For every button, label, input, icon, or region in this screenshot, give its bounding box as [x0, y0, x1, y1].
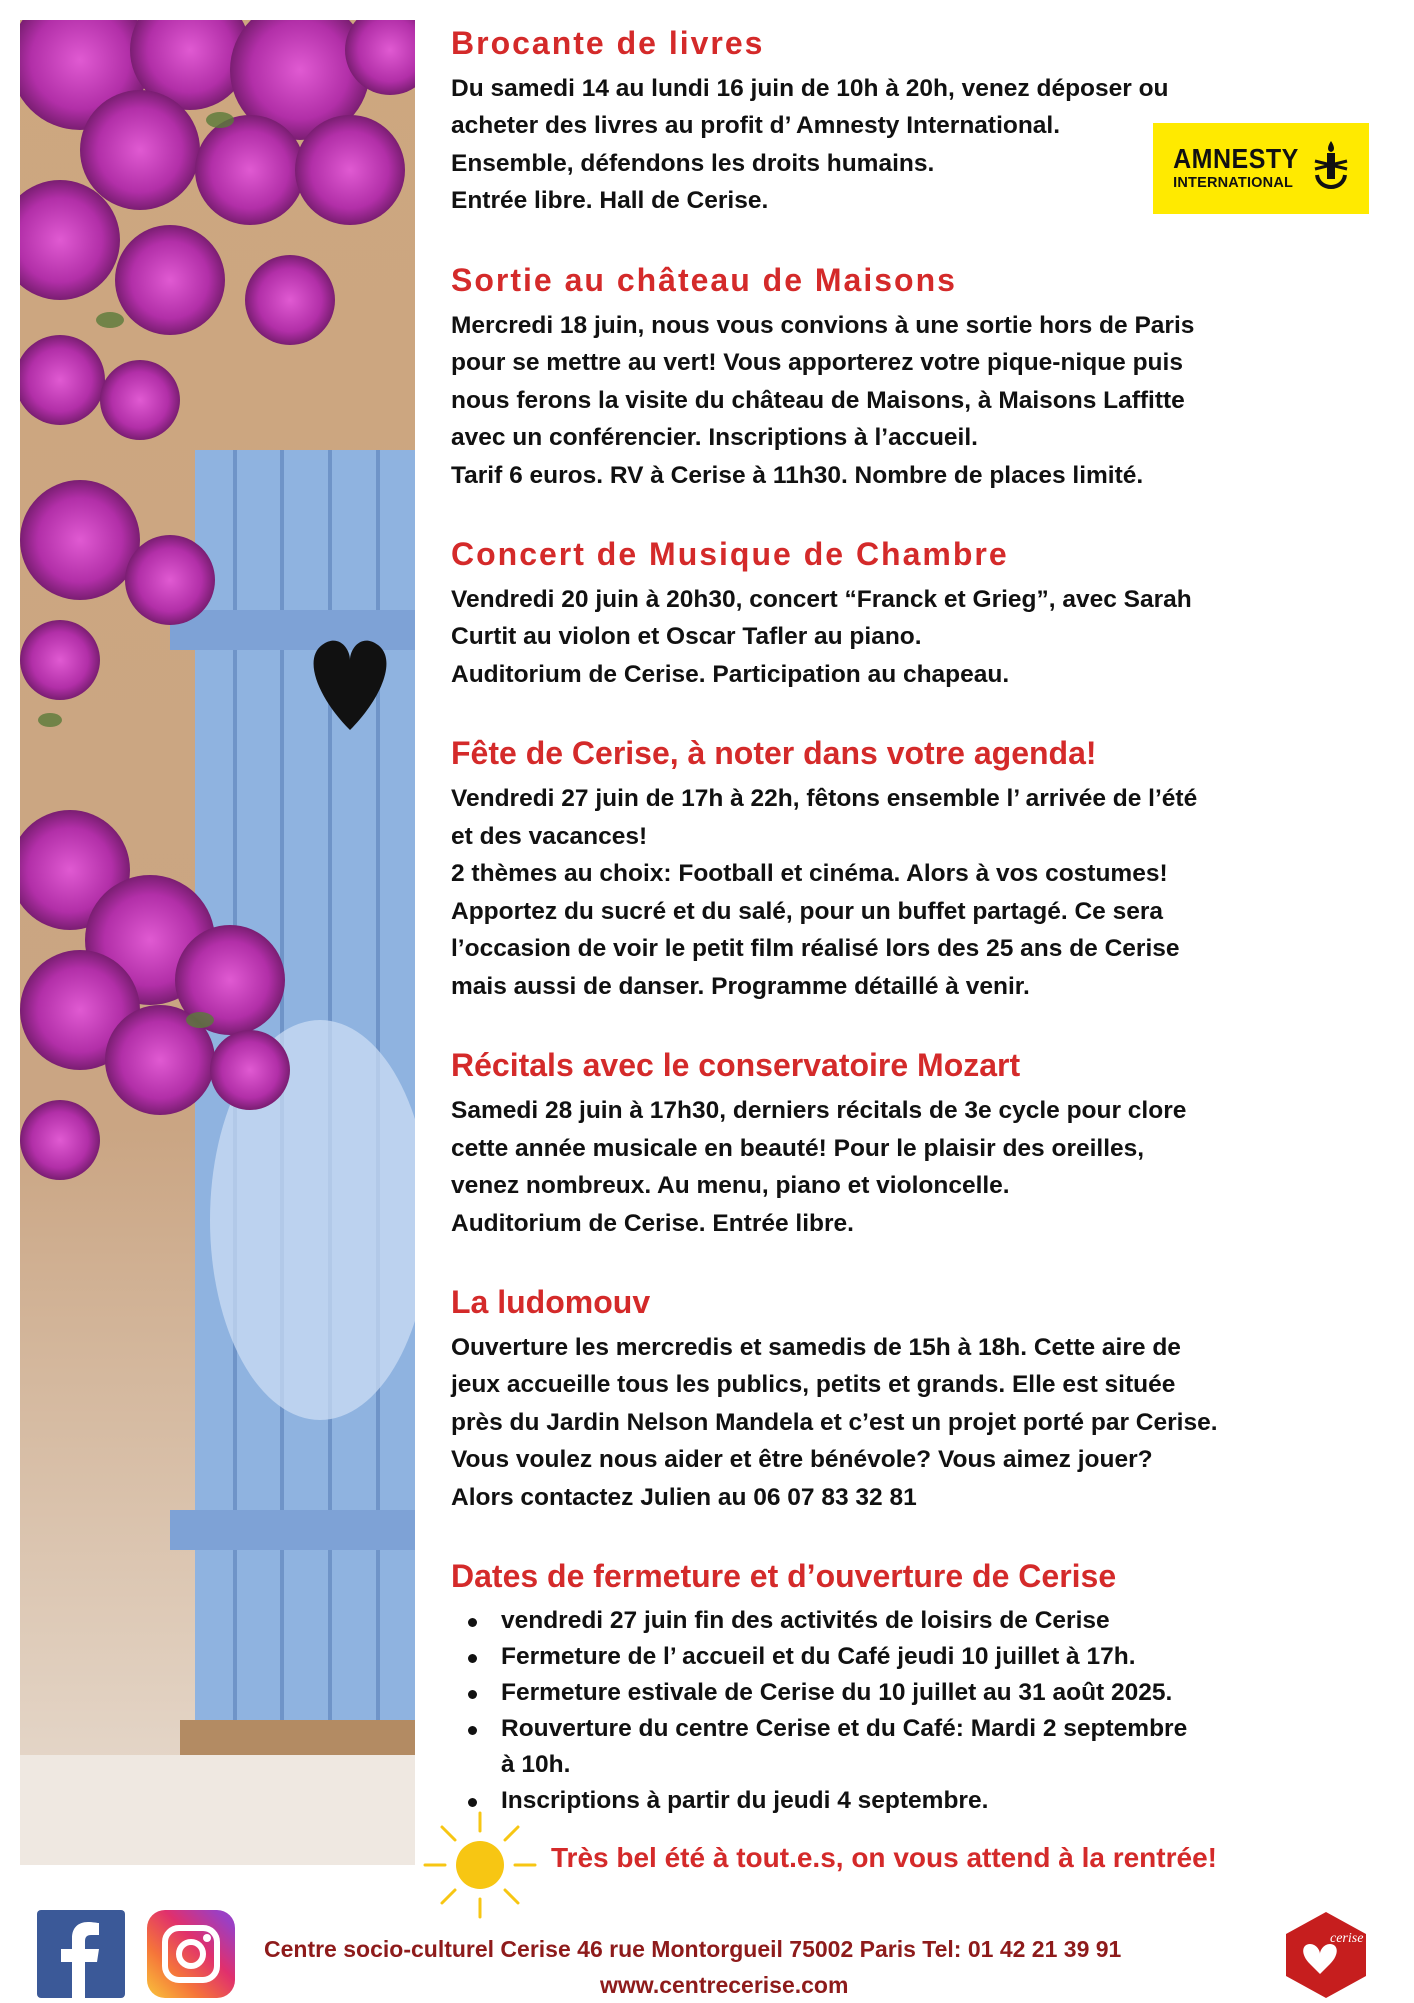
event-text-line: Du samedi 14 au lundi 16 juin de 10h à 20h, venez déposer ou — [451, 74, 1169, 102]
event-text-line: Vendredi 20 juin à 20h30, concert “Franck et Grieg”, avec Sarah — [451, 585, 1192, 613]
event-text-line: Auditorium de Cerise. Participation au chapeau. — [451, 660, 1010, 688]
list-item: Rouverture du centre Cerise et du Café: Mardi 2 septembre — [451, 1711, 1367, 1747]
dates-title: Dates de fermeture et d’ouverture de Cerise — [451, 1558, 1117, 1595]
event-fete-cerise — [451, 736, 1367, 1005]
facebook-icon[interactable] — [37, 1910, 125, 1998]
event-text-line: mais aussi de danser. Programme détaillé à venir. — [451, 972, 1030, 1000]
event-text-line: Mercredi 18 juin, nous vous convions à une sortie hors de Paris — [451, 311, 1195, 339]
footer-contact: Centre socio-culturel Cerise 46 rue Montorgueil 75002 Paris Tel: 01 42 21 39 91 — [264, 1936, 1122, 1962]
list-item: Fermeture de l’ accueil et du Café jeudi 10 juillet à 17h. — [451, 1639, 1367, 1675]
event-text-line: cette année musicale en beauté! Pour le plaisir des oreilles, — [451, 1134, 1145, 1162]
event-text-line: Apportez du sucré et du salé, pour un buffet partagé. Ce sera — [451, 897, 1163, 925]
cerise-logo-text: cerise — [1330, 1931, 1364, 1946]
list-item: Fermeture estivale de Cerise du 10 juillet au 31 août 2025. — [451, 1675, 1367, 1711]
amnesty-logo-line1: AMNESTY — [1173, 143, 1299, 175]
event-text-line: 2 thèmes au choix: Football et cinéma. Alors à vos costumes! — [451, 860, 1168, 888]
event-text-line: Tarif 6 euros. RV à Cerise à 11h30. Nombre de places limité. — [451, 461, 1144, 489]
event-text-line: Ensemble, défendons les droits humains. — [451, 149, 935, 177]
event-text-line: jeux accueille tous les publics, petits et grands. Elle est située — [451, 1371, 1176, 1399]
event-concert — [451, 537, 1367, 693]
event-text-line: acheter des livres au profit d’ Amnesty International. — [451, 112, 1061, 140]
instagram-icon[interactable] — [147, 1910, 235, 1998]
social-links — [37, 1910, 235, 1998]
list-item: Inscriptions à partir du jeudi 4 septembre. — [451, 1783, 1367, 1819]
event-title: Récitals avec le conservatoire Mozart — [451, 1047, 1021, 1084]
amnesty-logo-line2: INTERNATIONAL — [1173, 174, 1294, 191]
bullet-icon — [468, 1654, 477, 1663]
event-title: Fête de Cerise, à noter dans votre agenda! — [451, 735, 1097, 772]
event-text-line: et des vacances! — [451, 822, 648, 850]
events-column — [451, 26, 1367, 1819]
event-recitals — [451, 1048, 1367, 1242]
bullet-icon — [468, 1618, 477, 1627]
event-text-line: Ouverture les mercredis et samedis de 15h à 18h. Cette aire de — [451, 1333, 1181, 1361]
event-text-line: l’occasion de voir le petit film réalisé lors des 25 ans de Cerise — [451, 935, 1180, 963]
cerise-logo — [1280, 1910, 1372, 2000]
event-text-line: Vendredi 27 juin de 17h à 22h, fêtons ensemble l’ arrivée de l’été — [451, 785, 1198, 813]
farewell-message: Très bel été à tout.e.s, on vous attend à la rentrée! — [551, 1842, 1217, 1873]
event-text-line: nous ferons la visite du château de Maisons, à Maisons Laffitte — [451, 386, 1185, 414]
dates-list — [451, 1603, 1367, 1819]
bullet-icon — [468, 1690, 477, 1699]
footer-website-link[interactable]: www.centrecerise.com — [600, 1972, 849, 1998]
amnesty-logo — [1153, 123, 1369, 214]
event-text-line: Vous voulez nous aider et être bénévole? Vous aimez jouer? — [451, 1446, 1153, 1474]
event-text-line: avec un conférencier. Inscriptions à l’accueil. — [451, 424, 978, 452]
dates-section — [451, 1559, 1367, 1819]
event-ludomouv — [451, 1285, 1367, 1516]
event-title: Concert de Musique de Chambre — [451, 536, 1009, 573]
event-text-line: Curtit au violon et Oscar Tafler au piano. — [451, 623, 922, 651]
bullet-icon — [468, 1726, 477, 1735]
event-sortie-chateau — [451, 263, 1367, 494]
event-text-line: Auditorium de Cerise. Entrée libre. — [451, 1209, 854, 1237]
event-text-line: près du Jardin Nelson Mandela et c’est un projet porté par Cerise. — [451, 1408, 1218, 1436]
event-title: La ludomouv — [451, 1284, 651, 1321]
event-text-line: Alors contactez Julien au 06 07 83 32 81 — [451, 1483, 917, 1511]
candle-icon — [1313, 139, 1349, 199]
list-item-continuation: à 10h. — [501, 1751, 571, 1779]
event-text-line: pour se mettre au vert! Vous apporterez votre pique-nique puis — [451, 349, 1183, 377]
bougainvillea-shutter-photo — [20, 20, 415, 1865]
list-item: vendredi 27 juin fin des activités de loisirs de Cerise — [451, 1603, 1367, 1639]
event-title: Brocante de livres — [451, 25, 765, 61]
event-title: Sortie au château de Maisons — [451, 261, 957, 298]
event-text-line: venez nombreux. Au menu, piano et violoncelle. — [451, 1172, 1010, 1200]
sun-icon — [415, 1805, 545, 1925]
event-text-line: Samedi 28 juin à 17h30, derniers récitals de 3e cycle pour clore — [451, 1097, 1187, 1125]
event-text-line: Entrée libre. Hall de Cerise. — [451, 187, 769, 215]
photo-illustration — [20, 20, 415, 1865]
